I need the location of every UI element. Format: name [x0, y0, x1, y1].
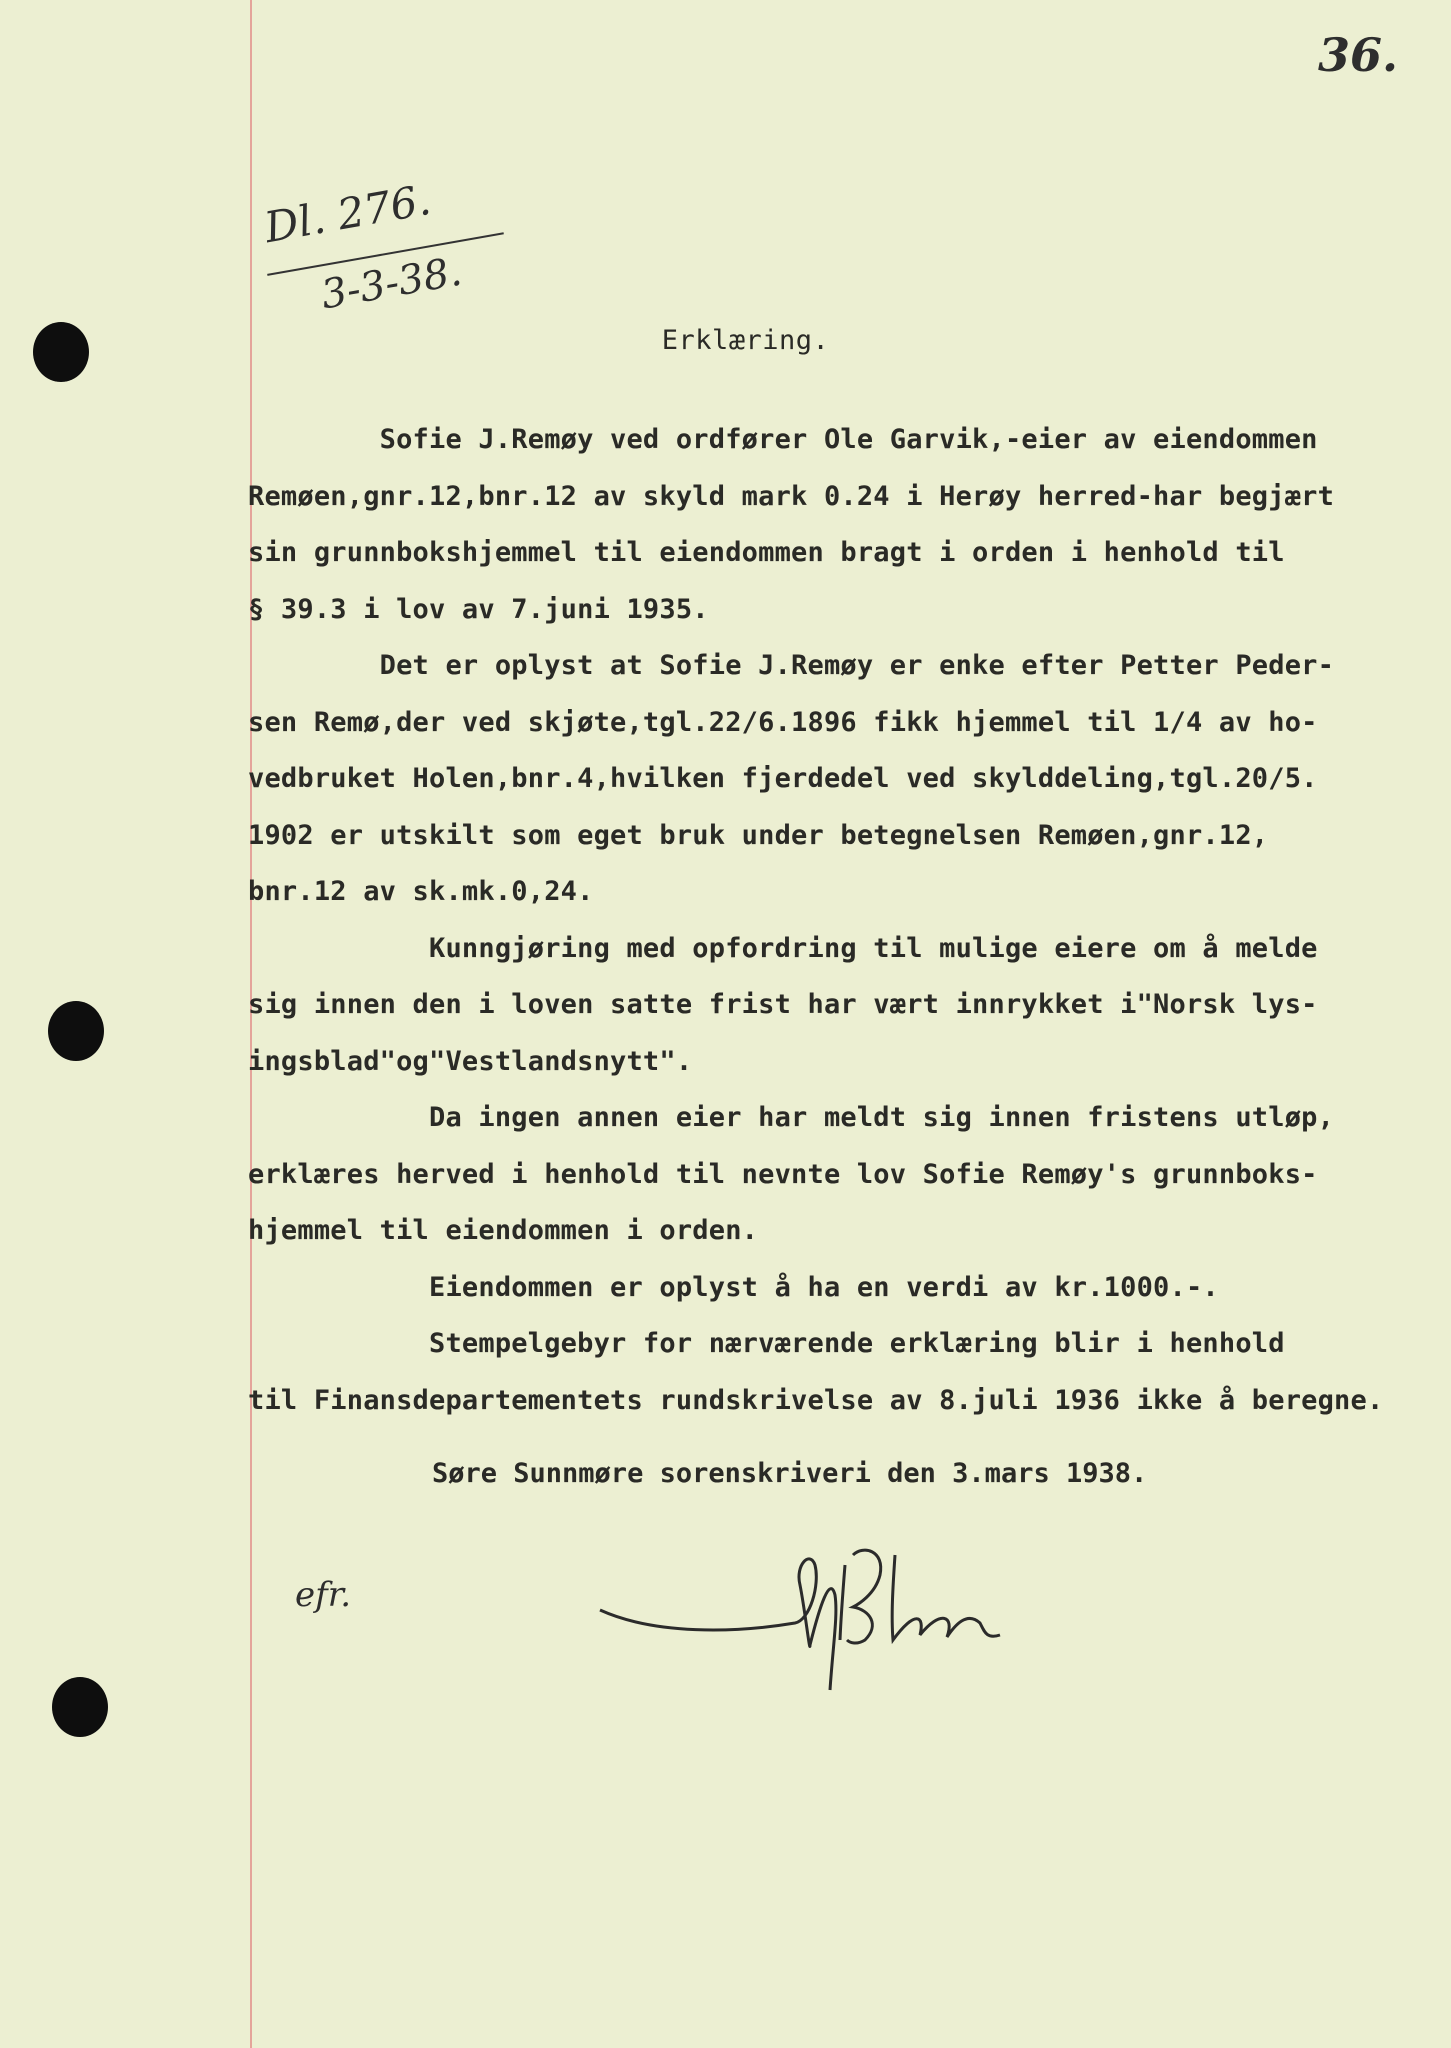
punch-hole — [48, 1001, 104, 1061]
body-line: Stempelgebyr for nærværende erklæring blir i henhold — [248, 1328, 1285, 1359]
body-line: sen Remø,der ved skjøte,tgl.22/6.1896 fikk hjemmel til 1/4 av ho- — [248, 706, 1318, 738]
body-line: hjemmel til eiendommen i orden. — [248, 1215, 759, 1246]
body-text — [248, 412, 1428, 1429]
signature — [595, 1515, 1095, 1715]
body-line: Eiendommen er oplyst å ha en verdi av kr.1000.-. — [248, 1271, 1219, 1303]
margin-note — [255, 162, 534, 393]
body-line: § 39.3 i lov av 7.juni 1935. — [248, 593, 709, 625]
page-number: 36. — [1318, 28, 1399, 82]
body-line: til Finansdepartementets rundskrivelse av 8.juli 1936 ikke å beregne. — [248, 1384, 1384, 1416]
body-line: sig innen den i loven satte frist har vært innrykket i"Norsk lys- — [248, 989, 1318, 1020]
efr-note: efr. — [295, 1575, 352, 1615]
body-line: ingsblad"og"Vestlandsnytt". — [248, 1045, 693, 1077]
margin-note-line1: Dl. 276. — [260, 174, 435, 253]
body-line: vedbruket Holen,bnr.4,hvilken fjerdedel ved skylddeling,tgl.20/5. — [248, 763, 1318, 794]
punch-hole — [52, 1677, 108, 1737]
body-line: 1902 er utskilt som eget bruk under betegnelsen Remøen,gnr.12, — [248, 819, 1269, 851]
body-line: bnr.12 av sk.mk.0,24. — [248, 876, 594, 907]
body-line: Remøen,gnr.12,bnr.12 av skyld mark 0.24 i Herøy herred-har begjært — [248, 480, 1335, 512]
body-line: sin grunnbokshjemmel til eiendommen bragt i orden i henhold til — [248, 537, 1285, 568]
body-line: Sofie J.Remøy ved ordfører Ole Garvik,-eier av eiendommen — [248, 424, 1318, 455]
body-line: Da ingen annen eier har meldt sig innen fristens utløp, — [248, 1102, 1335, 1133]
document-title: Erklæring. — [661, 325, 830, 356]
place-date: Søre Sunnmøre sorenskriveri den 3.mars 1938. — [432, 1458, 1148, 1489]
margin-note-line2: 3-3-38. — [317, 248, 466, 319]
body-line: Kunngjøring med opfordring til mulige eiere om å melde — [248, 932, 1318, 964]
body-line: Det er oplyst at Sofie J.Remøy er enke efter Petter Peder- — [248, 650, 1335, 681]
body-line: erklæres herved i henhold til nevnte lov Sofie Remøy's grunnboks- — [248, 1158, 1318, 1190]
